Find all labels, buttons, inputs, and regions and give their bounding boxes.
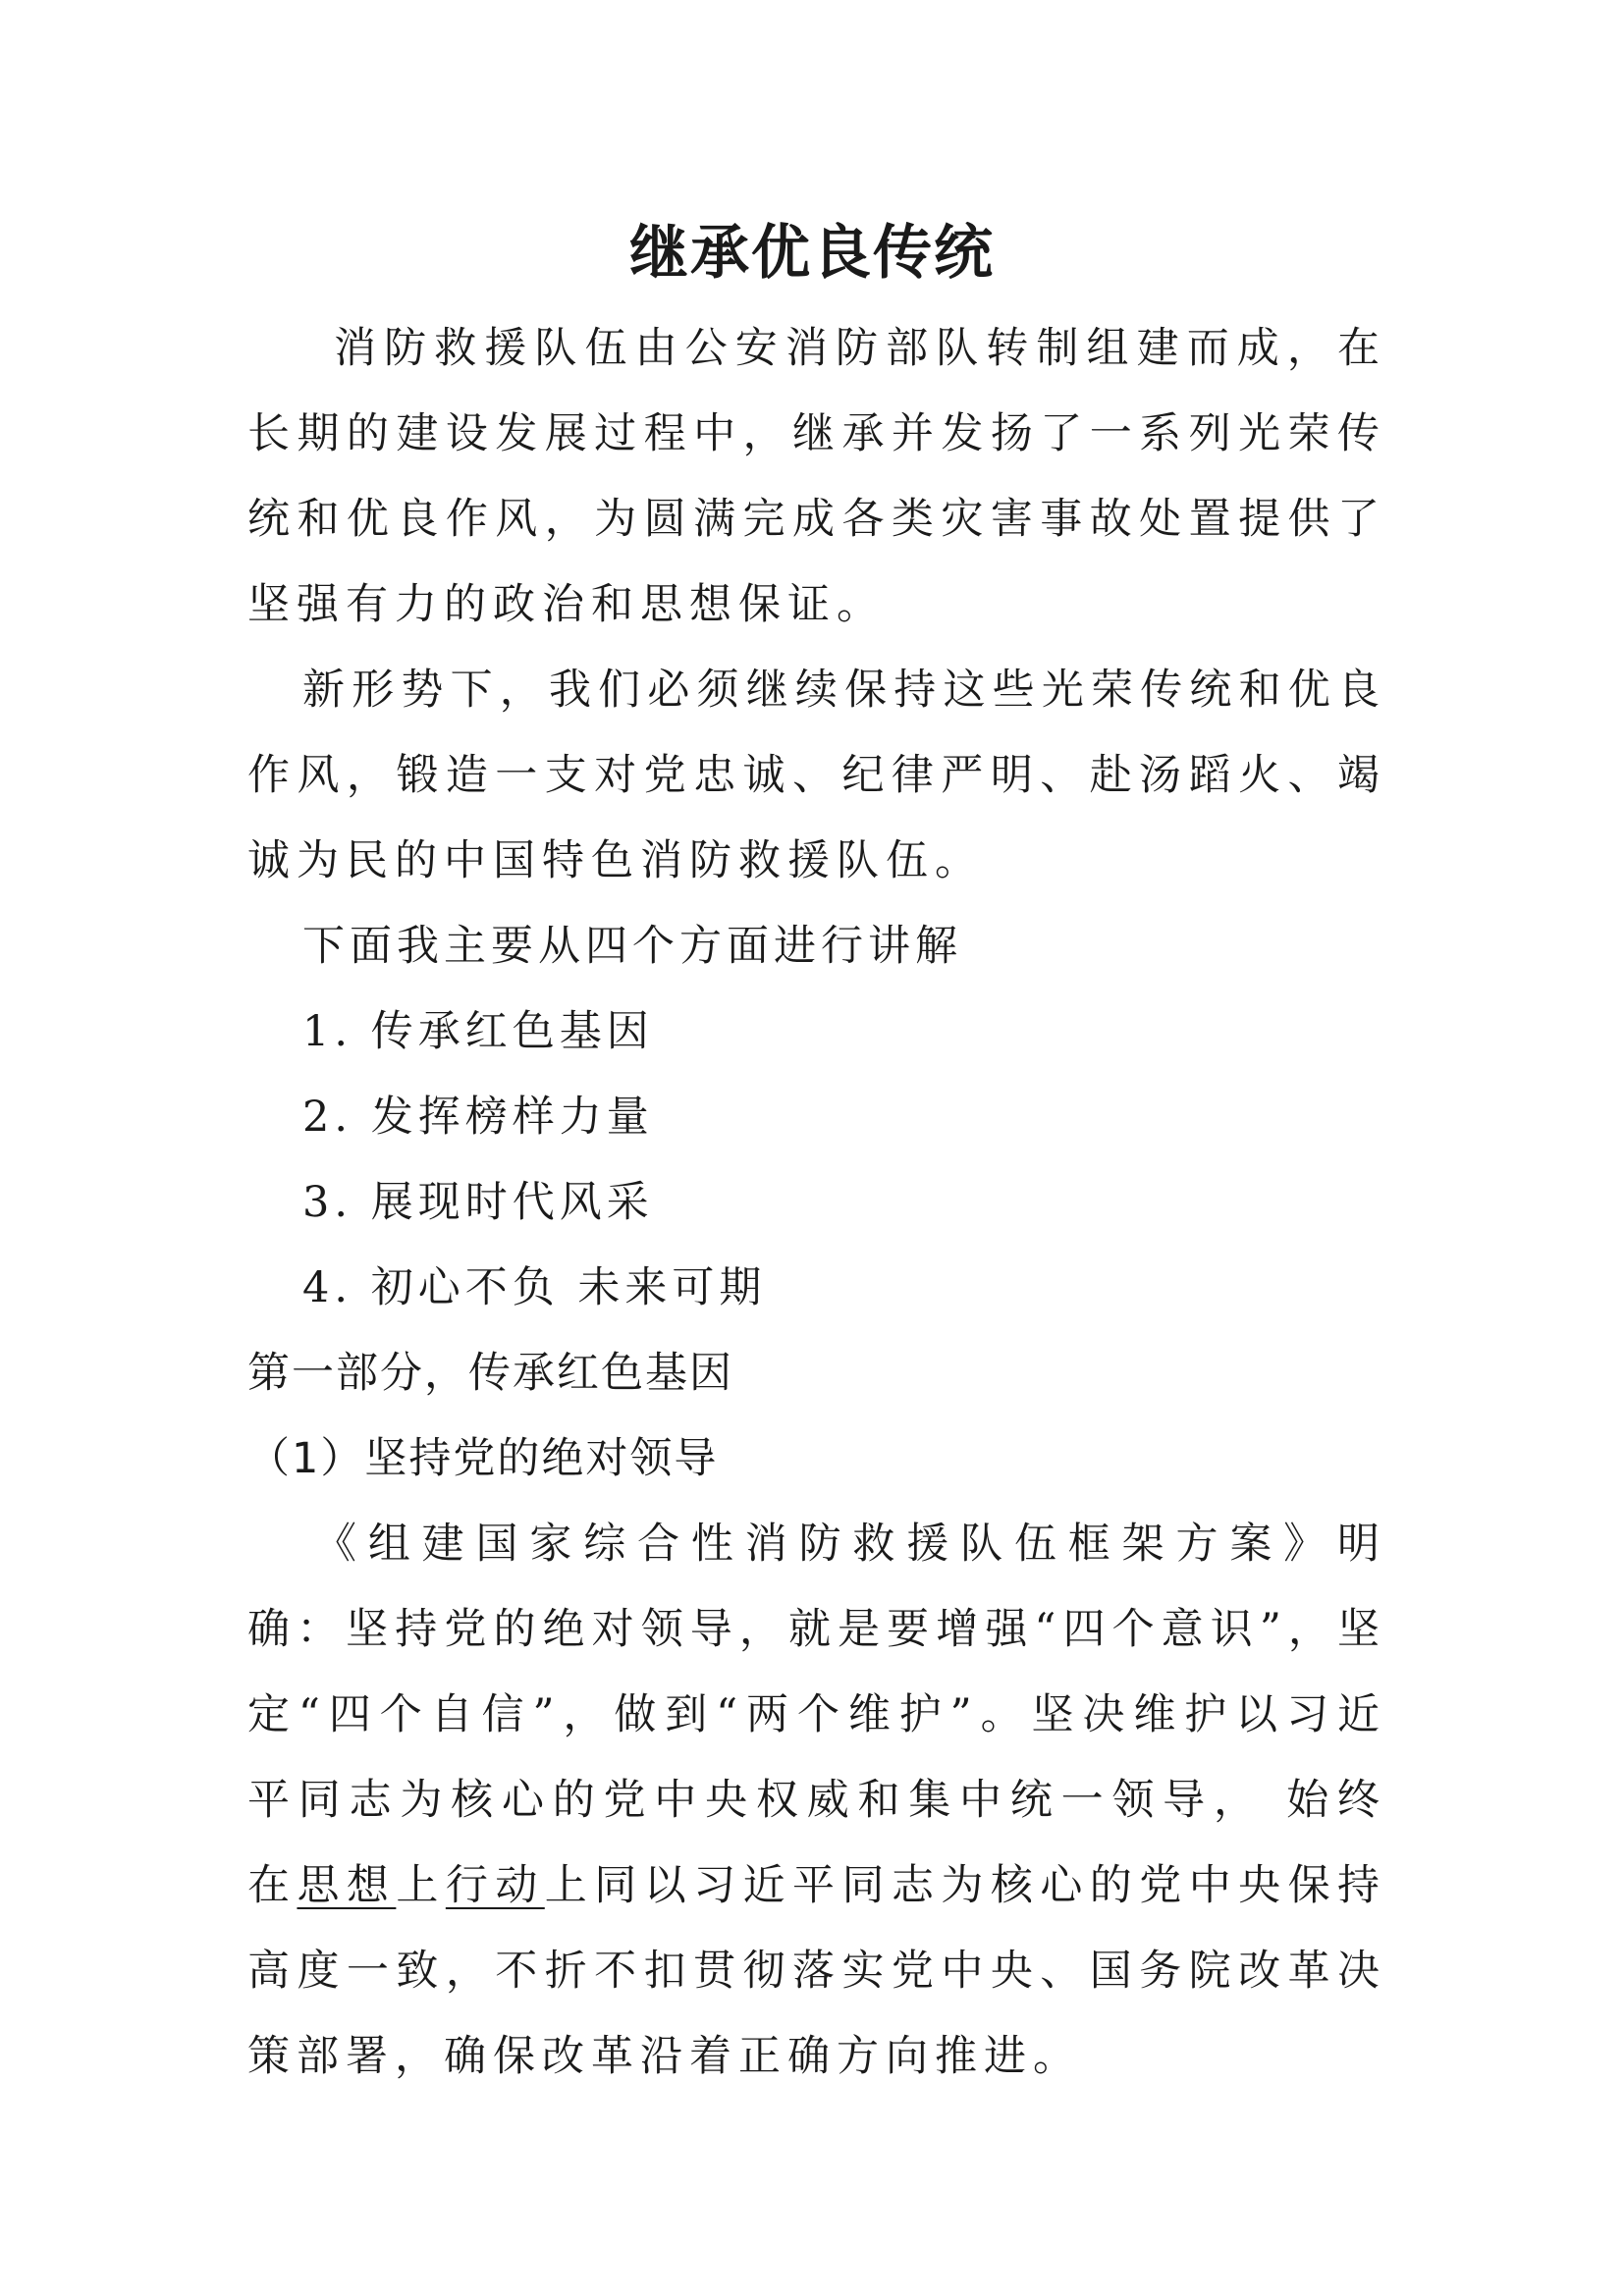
outline-item-3: 3. 展现时代风采 xyxy=(302,1178,654,1227)
paragraph-party-leadership xyxy=(247,1502,1386,2100)
section-heading: （1）坚持党的绝对领导 xyxy=(247,1434,719,1483)
underlined-word-action: 行动 xyxy=(445,1861,545,1910)
paragraph-new-situation: 新形势下，我们必须继续保持这些光荣传统和优良作风，锻造一支对党忠诚、纪律严明、赴汤蹈火、竭诚为民的中国特色消防救援队伍。 xyxy=(247,666,1386,885)
paragraph-text-middle: 上 xyxy=(396,1861,446,1910)
outline-intro: 下面我主要从四个方面进行讲解 xyxy=(302,922,962,971)
outline-item-4: 4. 初心不负 未来可期 xyxy=(302,1263,767,1312)
paragraph-text-after: 上同以习近平同志为核心的党中央保持高度一致，不折不扣贯彻落实党中央、国务院改革决策部署，确保改革沿着正确方向推进。 xyxy=(247,1861,1387,2081)
outline-item-1: 1. 传承红色基因 xyxy=(302,1007,654,1056)
underlined-word-thought: 思想 xyxy=(297,1861,397,1910)
paragraph-text-before: 《组建国家综合性消防救援队伍框架方案》明确：坚持党的绝对领导，就是要增强“四个意识”，坚定“四个自信”，做到“两个维护”。坚决维护以习近平同志为核心的党中央权威和集中统一领导， 始终在 xyxy=(247,1520,1386,1910)
paragraph-intro-history: 消防救援队伍由公安消防部队转制组建而成，在长期的建设发展过程中，继承并发扬了一系列光荣传统和优良作风，为圆满完成各类灾害事故处置提供了坚强有力的政治和思想保证。 xyxy=(247,324,1386,629)
outline-item-2: 2. 发挥榜样力量 xyxy=(302,1093,654,1142)
document-title: 继承优良传统 xyxy=(629,219,995,288)
part-one-heading: 第一部分，传承红色基因 xyxy=(247,1349,733,1398)
